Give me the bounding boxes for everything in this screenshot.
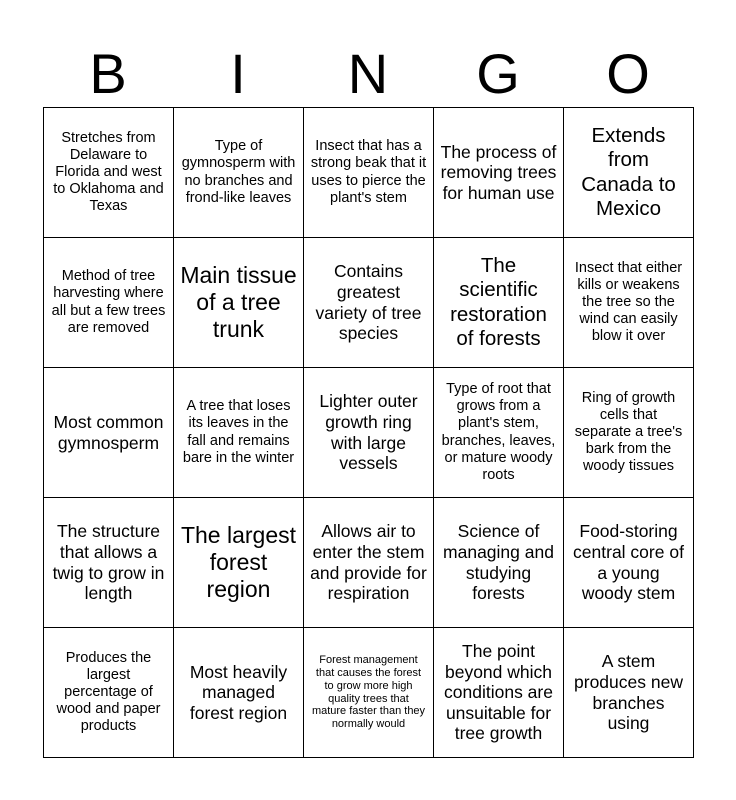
bingo-cell[interactable]: Food-storing central core of a young woody stem: [564, 498, 694, 628]
bingo-cell[interactable]: Ring of growth cells that separate a tree's bark from the woody tissues: [564, 368, 694, 498]
bingo-cell[interactable]: Type of root that grows from a plant's stem, branches, leaves, or mature woody roots: [434, 368, 564, 498]
header-letter-o: O: [606, 42, 650, 105]
bingo-cell[interactable]: A stem produces new branches using: [564, 628, 694, 758]
bingo-cell[interactable]: Most common gymnosperm: [44, 368, 174, 498]
bingo-cell[interactable]: The process of removing trees for human use: [434, 108, 564, 238]
board-row: [44, 628, 694, 758]
header-letter-i: I: [230, 42, 246, 105]
bingo-cell[interactable]: Allows air to enter the stem and provide for respiration: [304, 498, 434, 628]
header-letter-n: N: [347, 42, 389, 105]
bingo-cell[interactable]: Insect that either kills or weakens the tree so the wind can easily blow it over: [564, 238, 694, 368]
bingo-cell[interactable]: Stretches from Delaware to Florida and west to Oklahoma and Texas: [44, 108, 174, 238]
bingo-cell[interactable]: The structure that allows a twig to grow in length: [44, 498, 174, 628]
bingo-cell[interactable]: Forest management that causes the forest to grow more high quality trees that mature faster than they normally would: [304, 628, 434, 758]
bingo-cell[interactable]: Type of gymnosperm with no branches and frond-like leaves: [174, 108, 304, 238]
bingo-cell[interactable]: The point beyond which conditions are unsuitable for tree growth: [434, 628, 564, 758]
header-letter-b: B: [89, 42, 127, 105]
bingo-header: [43, 40, 693, 108]
bingo-cell[interactable]: Main tissue of a tree trunk: [174, 238, 304, 368]
bingo-cell[interactable]: Produces the largest percentage of wood and paper products: [44, 628, 174, 758]
bingo-board: [43, 107, 694, 758]
bingo-cell[interactable]: Lighter outer growth ring with large vessels: [304, 368, 434, 498]
bingo-cell[interactable]: Contains greatest variety of tree species: [304, 238, 434, 368]
bingo-cell[interactable]: The largest forest region: [174, 498, 304, 628]
board-row: [44, 108, 694, 238]
board-row: [44, 238, 694, 368]
board-row: [44, 368, 694, 498]
bingo-cell[interactable]: Extends from Canada to Mexico: [564, 108, 694, 238]
header-letter-g: G: [476, 42, 520, 105]
board-row: [44, 498, 694, 628]
bingo-cell[interactable]: Insect that has a strong beak that it uses to pierce the plant's stem: [304, 108, 434, 238]
bingo-cell[interactable]: The scientific restoration of forests: [434, 238, 564, 368]
bingo-cell[interactable]: A tree that loses its leaves in the fall and remains bare in the winter: [174, 368, 304, 498]
bingo-cell[interactable]: Most heavily managed forest region: [174, 628, 304, 758]
bingo-cell[interactable]: Method of tree harvesting where all but a few trees are removed: [44, 238, 174, 368]
bingo-cell[interactable]: Science of managing and studying forests: [434, 498, 564, 628]
